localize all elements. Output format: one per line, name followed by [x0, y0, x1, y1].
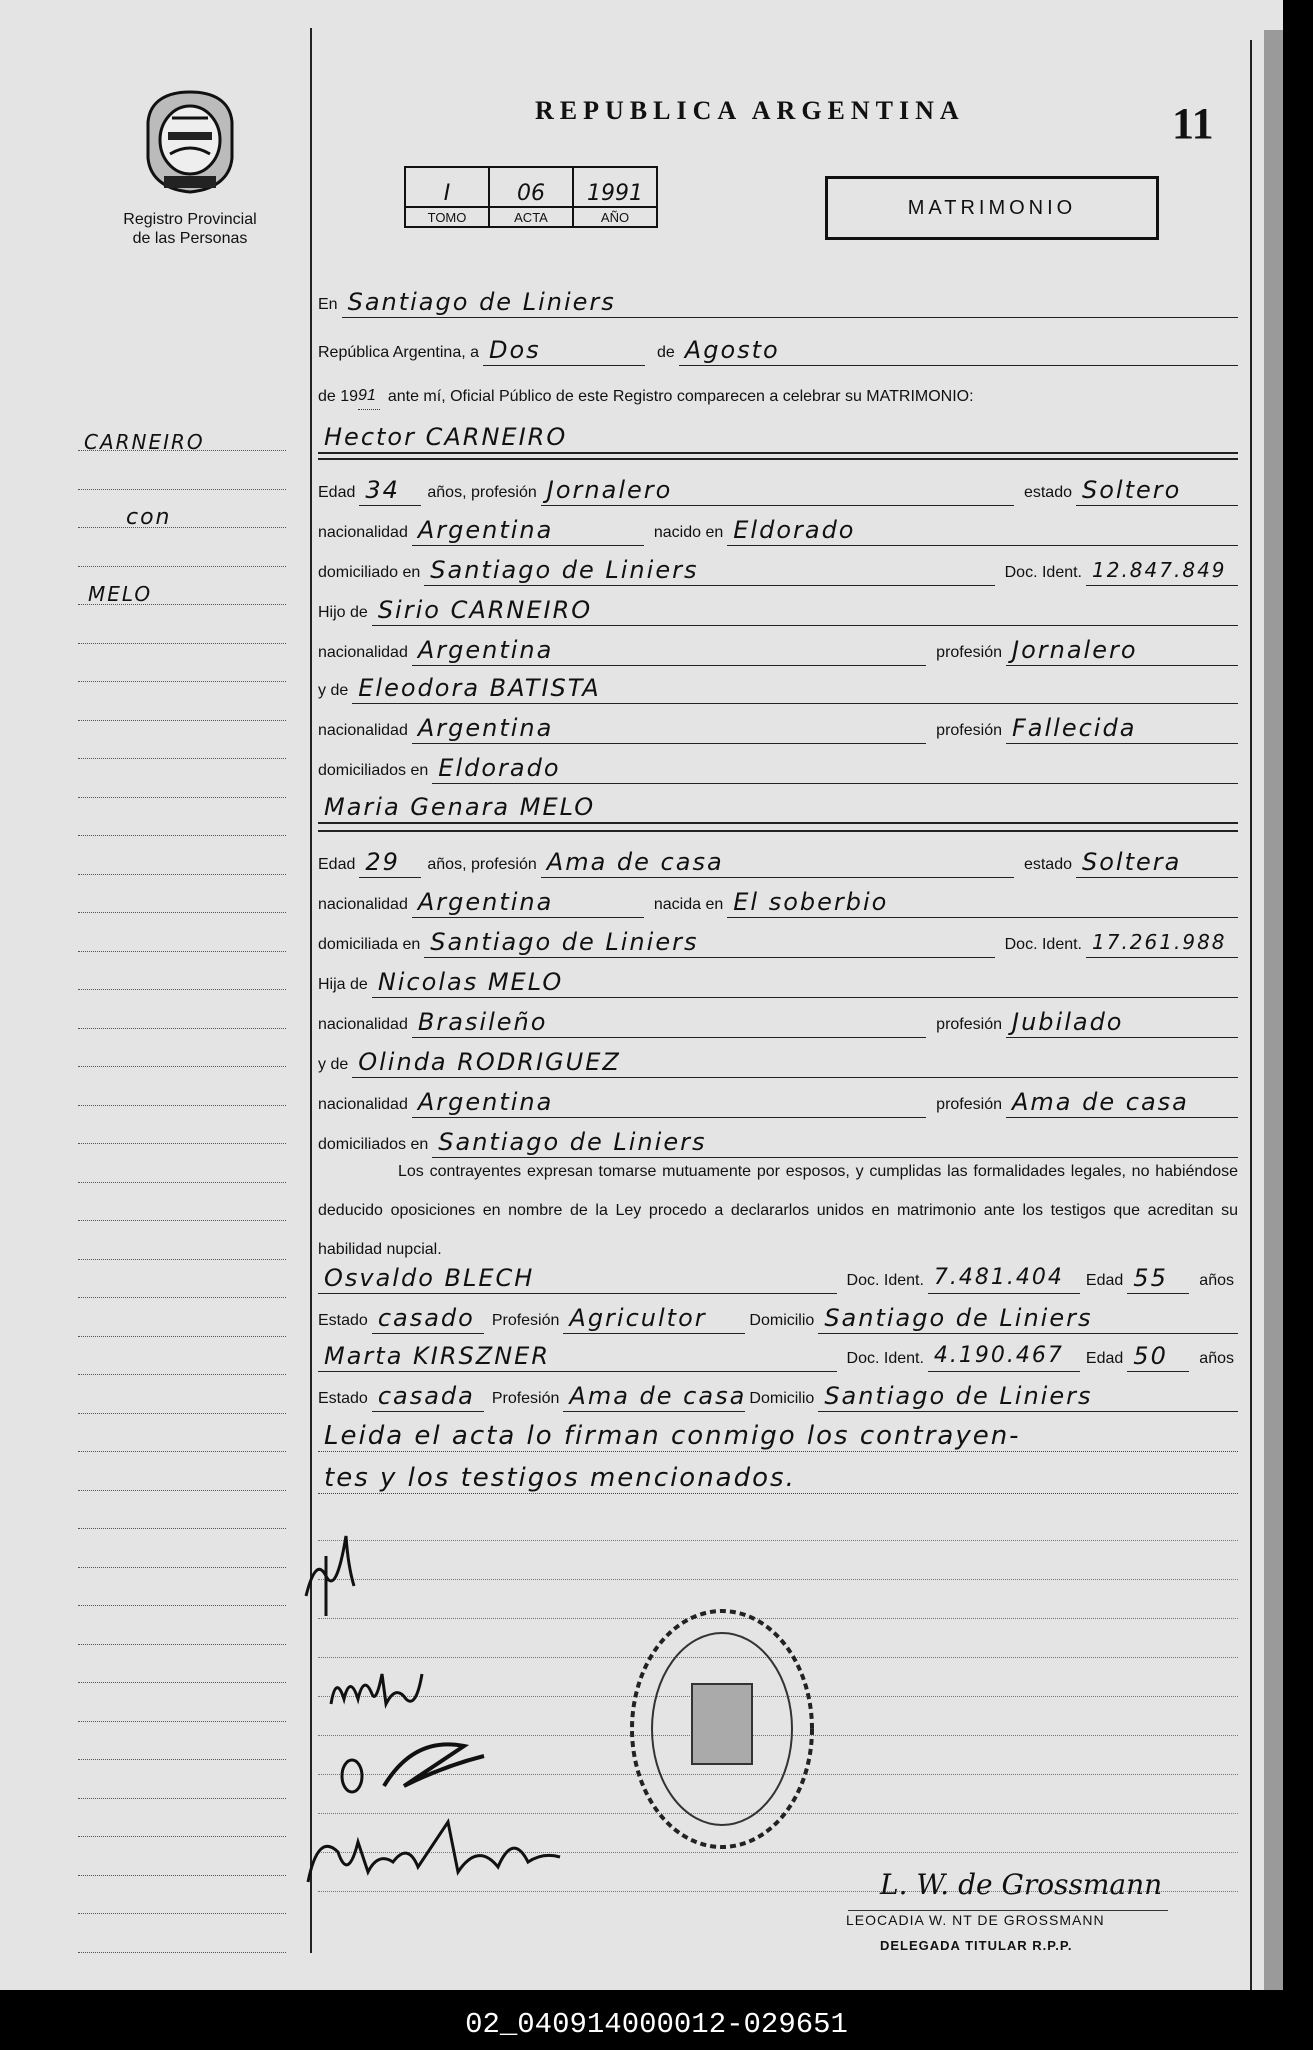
groom-nationality-line [318, 508, 1238, 546]
bride-name: Maria Genara MELO [318, 793, 1238, 824]
groom-nationality: Argentina [412, 516, 644, 546]
witness2-details-line [318, 1374, 1238, 1412]
bride-marital-status: Soltera [1076, 848, 1238, 878]
closing-line-2 [318, 1456, 1238, 1494]
domicilio-label: Domicilio [749, 1312, 815, 1329]
groom-mother-name: Eleodora BATISTA [352, 674, 1238, 704]
country-heading: REPUBLICA ARGENTINA [535, 96, 965, 125]
margin-ruled-line [78, 1721, 286, 1722]
witness2-marital-status: casada [372, 1382, 484, 1412]
edad-label: Edad [1085, 1272, 1124, 1289]
groom-age-line [318, 468, 1238, 506]
document-type-box: MATRIMONIO [825, 176, 1159, 240]
bride-father-nat-line [318, 1000, 1238, 1038]
witness2-address: Santiago de Liniers [818, 1382, 1238, 1412]
groom-father-profession: Jornalero [1006, 636, 1238, 666]
bride-father-name: Nicolas MELO [372, 968, 1238, 998]
acta-value: 06 [489, 167, 573, 207]
margin-ruled-line [78, 1336, 286, 1337]
day-field: Dos [483, 336, 645, 366]
doc-label: Doc. Ident. [846, 1350, 924, 1367]
witness1-line [318, 1256, 1238, 1294]
bride-doc-id: 17.261.988 [1086, 928, 1238, 958]
margin-ruled-line [78, 1605, 286, 1606]
en-label: En [318, 296, 338, 313]
bride-mother-nationality: Argentina [412, 1088, 926, 1118]
intro-place-line [318, 280, 1238, 318]
ante-text: ante mí, Oficial Público de este Registro comparecen a celebrar su MATRIMONIO: [387, 388, 974, 405]
margin-groom-surname: CARNEIRO [84, 430, 205, 454]
margin-ruled-line [78, 1836, 286, 1837]
tomo-acta-ano-table [404, 166, 658, 228]
estado-label: estado [1023, 484, 1072, 501]
page-edge-shadow [1264, 30, 1283, 1990]
edad-label: Edad [318, 484, 356, 501]
margin-ruled-line [78, 1259, 286, 1260]
republica-label: República Argentina, a [318, 344, 479, 361]
estado-label: Estado [318, 1312, 368, 1329]
witness2-name: Marta KIRSZNER [318, 1342, 837, 1372]
margin-ruled-line [78, 1528, 286, 1529]
profesion-label: profesión [936, 1096, 1002, 1113]
profesion-label: Profesión [491, 1390, 560, 1407]
margin-ruled-line [78, 1182, 286, 1183]
profesion-label: profesión [936, 644, 1002, 661]
yde-label: y de [318, 682, 349, 699]
margin-ruled-line [78, 527, 286, 528]
groom-parents-address-line [318, 746, 1238, 784]
signature-groom-mark [296, 1516, 376, 1626]
signature-bride-mark [326, 1654, 426, 1714]
margin-ruled-line [78, 758, 286, 759]
margin-ruled-line [78, 1028, 286, 1029]
nacionalidad-label: nacionalidad [318, 722, 408, 739]
profesion-label: profesión [936, 1016, 1002, 1033]
margin-ruled-line [78, 797, 286, 798]
witness1-age: 55 [1127, 1264, 1189, 1294]
bride-address: Santiago de Liniers [424, 928, 994, 958]
margin-ruled-line [78, 489, 286, 490]
right-border [1250, 40, 1252, 1990]
hijo-label: Hijo de [318, 604, 368, 621]
margin-ruled-line [78, 835, 286, 836]
margin-ruled-line [78, 1952, 286, 1953]
bride-age-line [318, 840, 1238, 878]
doc-label: Doc. Ident. [846, 1272, 924, 1289]
margin-ruled-line [78, 1682, 286, 1683]
margin-ruled-line [78, 951, 286, 952]
domiciliado-label: domiciliado en [318, 564, 421, 581]
bride-nationality: Argentina [412, 888, 644, 918]
margin-bride-surname: MELO [88, 582, 153, 606]
groom-profession: Jornalero [541, 476, 1014, 506]
declaration-paragraph: Los contrayentes expresan tomarse mutuamente por esposos, y cumplidas las formalidades legales, no habiéndose deducido oposiciones en nombre de la Ley procedo a declararlos unidos en matrimonio ante los testigos que acreditan su habilidad nupcial. [318, 1163, 1238, 1258]
month-field: Agosto [679, 336, 1238, 366]
bride-father-line [318, 960, 1238, 998]
bride-mother-name: Olinda RODRIGUEZ [352, 1048, 1238, 1078]
margin-ruled-line [78, 874, 286, 875]
doc-label: Doc. Ident. [1004, 936, 1082, 953]
domiciliada-label: domiciliada en [318, 936, 421, 953]
signature-ruled-line [318, 1540, 1238, 1541]
provincial-seal-icon [142, 88, 238, 194]
intro-year-line [318, 372, 1238, 410]
margin-ruled-line [78, 1374, 286, 1375]
nacionalidad-label: nacionalidad [318, 644, 408, 661]
closing-line-1 [318, 1414, 1238, 1452]
witness1-address: Santiago de Liniers [818, 1304, 1238, 1334]
intro-date-line [318, 328, 1238, 366]
witness2-line [318, 1334, 1238, 1372]
official-signature-line [848, 1910, 1168, 1911]
margin-ruled-line [78, 989, 286, 990]
margin-ruled-line [78, 1490, 286, 1491]
bride-name-line [318, 786, 1238, 824]
signature-witness2-mark [298, 1812, 568, 1892]
year-suffix-field: 91 [358, 387, 380, 410]
margin-con: con [126, 505, 172, 530]
tomo-label: TOMO [405, 207, 489, 227]
nacida-label: nacida en [653, 896, 724, 913]
bride-father-profession: Jubilado [1006, 1008, 1238, 1038]
edad-label: Edad [318, 856, 356, 873]
groom-name: Hector CARNEIRO [318, 423, 1238, 454]
domiciliados-label: domiciliados en [318, 762, 429, 779]
groom-doc-id: 12.847.849 [1086, 556, 1238, 586]
witness1-details-line [318, 1296, 1238, 1334]
margin-ruled-line [78, 681, 286, 682]
witness1-doc-id: 7.481.404 [928, 1264, 1080, 1294]
margin-ruled-line [78, 1798, 286, 1799]
de19-label: de 19 [318, 388, 359, 405]
bride-nationality-line [318, 880, 1238, 918]
margin-ruled-line [78, 1644, 286, 1645]
edad-label: Edad [1085, 1350, 1124, 1367]
margin-ruled-line [78, 1297, 286, 1298]
registry-name: Registro Provincial de las Personas [123, 211, 257, 247]
nacionalidad-label: nacionalidad [318, 1016, 408, 1033]
margin-ruled-line [78, 912, 286, 913]
groom-name-line [318, 416, 1238, 454]
margin-ruled-line [78, 1413, 286, 1414]
witness1-name: Osvaldo BLECH [318, 1264, 837, 1294]
witness2-age: 50 [1127, 1342, 1189, 1372]
ano-value: 1991 [573, 167, 657, 207]
bride-mother-nat-line [318, 1080, 1238, 1118]
profesion-label: Profesión [491, 1312, 560, 1329]
margin-ruled-line [78, 720, 286, 721]
groom-father-line [318, 588, 1238, 626]
image-id-caption: 02_040914000012-029651 [465, 2008, 848, 2041]
bride-profession: Ama de casa [541, 848, 1014, 878]
nacionalidad-label: nacionalidad [318, 896, 408, 913]
estado-label: Estado [318, 1390, 368, 1407]
nacionalidad-label: nacionalidad [318, 524, 408, 541]
bride-birthplace: El soberbio [727, 888, 1238, 918]
profesion-label: años, profesión [427, 484, 537, 501]
groom-father-nationality: Argentina [412, 636, 926, 666]
signature-witness1-mark [334, 1726, 494, 1806]
groom-address: Santiago de Liniers [424, 556, 994, 586]
margin-ruled-line [78, 1105, 286, 1106]
groom-mother-profession: Fallecida [1006, 714, 1238, 744]
margin-ruled-line [78, 1451, 286, 1452]
witness1-profession: Agricultor [563, 1304, 745, 1334]
profesion-label: profesión [936, 722, 1002, 739]
domiciliados-label: domiciliados en [318, 1136, 429, 1153]
official-title: DELEGADA TITULAR R.P.P. [880, 1938, 1073, 1953]
groom-divider [318, 458, 1238, 460]
bride-age: 29 [359, 848, 421, 878]
official-name: LEOCADIA W. NT DE GROSSMANN [846, 1912, 1105, 1928]
yde-label: y de [318, 1056, 349, 1073]
margin-ruled-line [78, 1913, 286, 1914]
groom-mother-nationality: Argentina [412, 714, 926, 744]
margin-ruled-line [78, 1066, 286, 1067]
margin-ruled-line [78, 1875, 286, 1876]
groom-father-name: Sirio CARNEIRO [372, 596, 1238, 626]
margin-ruled-line [78, 643, 286, 644]
bride-mother-line [318, 1040, 1238, 1078]
de-label: de [657, 344, 675, 361]
groom-parents-address: Eldorado [432, 754, 1238, 784]
margin-ruled-line [78, 566, 286, 567]
official-signature: L. W. de Grossmann [880, 1868, 1163, 1901]
bride-parents-address: Santiago de Liniers [432, 1128, 1238, 1158]
doc-label: Doc. Ident. [1004, 564, 1082, 581]
anos-label: años [1199, 1272, 1234, 1289]
domicilio-label: Domicilio [749, 1390, 815, 1407]
profesion-label: años, profesión [427, 856, 537, 873]
bride-father-nationality: Brasileño [412, 1008, 926, 1038]
margin-ruled-line [78, 1759, 286, 1760]
witness1-marital-status: casado [372, 1304, 484, 1334]
anos-label: años [1199, 1350, 1234, 1367]
closing-text-1: Leida el acta lo firman conmigo los contrayen- [318, 1422, 1238, 1452]
margin-ruled-line [78, 1220, 286, 1221]
bride-mother-profession: Ama de casa [1006, 1088, 1238, 1118]
groom-marital-status: Soltero [1076, 476, 1238, 506]
place-field: Santiago de Liniers [342, 288, 1238, 318]
closing-text-2: tes y los testigos mencionados. [318, 1464, 1238, 1494]
groom-father-nat-line [318, 628, 1238, 666]
hija-label: Hija de [318, 976, 368, 993]
groom-age: 34 [359, 476, 421, 506]
groom-mother-nat-line [318, 706, 1238, 744]
margin-ruled-line [78, 1567, 286, 1568]
nacido-label: nacido en [653, 524, 724, 541]
groom-birthplace: Eldorado [727, 516, 1238, 546]
ano-label: AÑO [573, 207, 657, 227]
estado-label: estado [1023, 856, 1072, 873]
bride-divider [318, 830, 1238, 832]
tomo-value: I [405, 167, 489, 207]
bride-address-line [318, 920, 1238, 958]
witness2-doc-id: 4.190.467 [928, 1342, 1080, 1372]
groom-address-line [318, 548, 1238, 586]
groom-mother-line [318, 666, 1238, 704]
nacionalidad-label: nacionalidad [318, 1096, 408, 1113]
official-round-stamp [626, 1604, 818, 1854]
acta-label: ACTA [489, 207, 573, 227]
margin-divider [310, 28, 312, 1953]
signature-ruled-line [318, 1579, 1238, 1580]
witness2-profession: Ama de casa [563, 1382, 745, 1412]
margin-ruled-line [78, 1143, 286, 1144]
page-number: 11 [1172, 99, 1214, 148]
